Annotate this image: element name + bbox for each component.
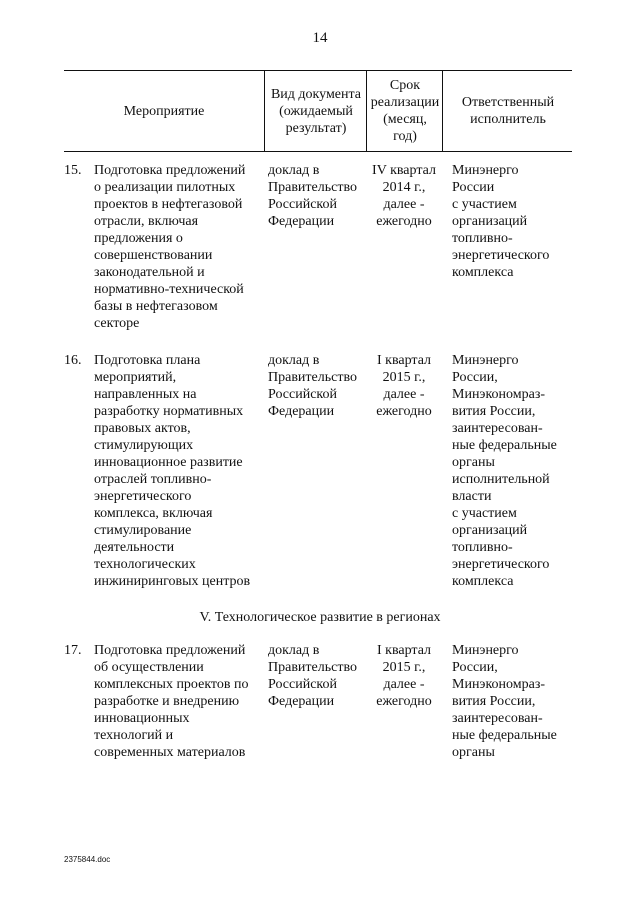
row-event: Подготовка плана мероприятий, направленных на разработку нормативных правовых актов, стимулирующих инновационное развитие отраслей топливно- энергетического комплекса, включая стимулирование деятельности технологических инжиниринговых центров: [94, 353, 251, 589]
row-document: доклад в Правительство Российской Федерации: [268, 163, 357, 229]
footer-document-name: 2375844.doc: [64, 855, 111, 864]
row-responsible: Минэнерго России с участием организаций топливно- энергетического комплекса: [452, 163, 550, 280]
page-number: 14: [312, 30, 328, 46]
row-responsible: Минэнерго России, Минэкономраз- вития России, заинтересован- ные федеральные органы: [452, 643, 557, 760]
section-title: V. Технологическое развитие в регионах: [199, 610, 441, 625]
table-header: [64, 70, 572, 152]
row-number: 17.: [64, 643, 82, 658]
header-document-type: Вид документа (ожидаемый результат): [264, 71, 367, 151]
row-event: Подготовка предложений о реализации пилотных проектов в нефтегазовой отрасли, включая предложения о совершенствовании законодательной и нормативно-технической базы в нефтегазовом секторе: [94, 163, 246, 331]
row-deadline: I квартал 2015 г., далее - ежегодно: [376, 353, 432, 419]
row-document: доклад в Правительство Российской Федерации: [268, 353, 357, 419]
row-number: 15.: [64, 163, 82, 178]
header-responsible: Ответственный исполнитель: [442, 71, 573, 151]
header-event: Мероприятие: [123, 103, 205, 119]
row-event: Подготовка предложений об осуществлении комплексных проектов по разработке и внедрению инновационных технологий и современных материалов: [94, 643, 249, 760]
row-number: 16.: [64, 353, 82, 368]
row-responsible: Минэнерго России, Минэкономраз- вития России, заинтересован- ные федеральные органы исполнительной власти с участием организаций топливно- энергетического комплекса: [452, 353, 557, 589]
header-deadline: Срок реализации (месяц, год): [366, 71, 443, 151]
row-document: доклад в Правительство Российской Федерации: [268, 643, 357, 709]
row-deadline: IV квартал 2014 г., далее - ежегодно: [372, 163, 436, 229]
row-deadline: I квартал 2015 г., далее - ежегодно: [376, 643, 432, 709]
